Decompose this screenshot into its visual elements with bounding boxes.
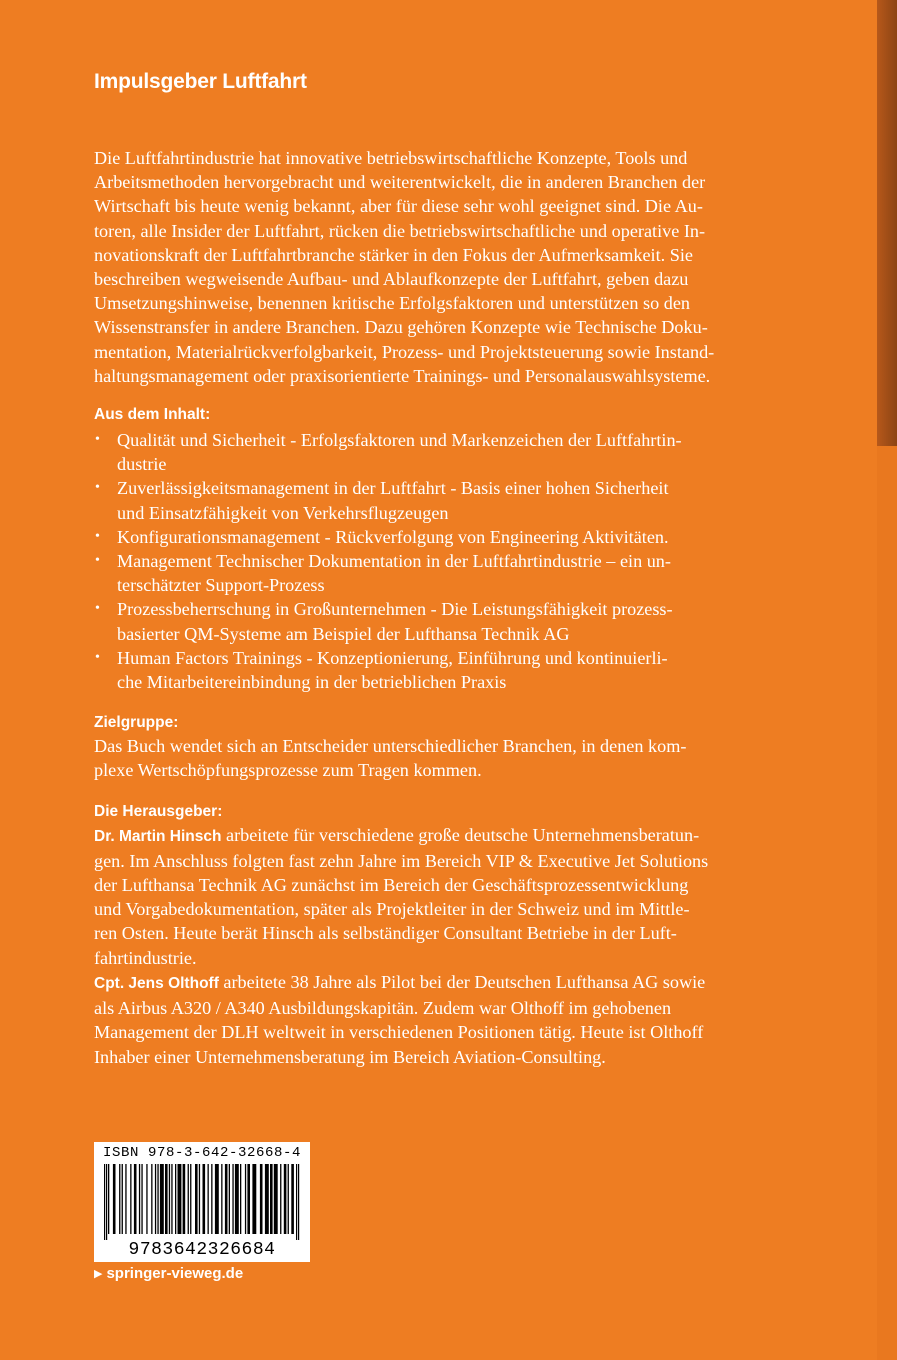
barcode-bar	[188, 1164, 189, 1234]
editor-olthoff-bio: Cpt. Jens Olthoff arbeitete 38 Jahre als Pilot bei der Deutschen Lufthansa AG sowie als Airbus A320 / A340 Ausbildungskapitän. Zudem war Olthoff im gehobenen Management der DLH weltweit in verschiedenen Positionen tätig. Heute ist Olthoff Inhaber einer Unternehmensberatung im Bereich Aviation-Consulting.	[94, 971, 706, 1067]
list-item: • Qualität und Sicherheit - Erfolgsfaktoren und Markenzeichen der Luftfahrtin- dustrie	[95, 430, 682, 475]
barcode-bar	[113, 1164, 116, 1234]
intro-line: Arbeitsmethoden hervorgebracht und weiterentwickelt, die in anderen Branchen der	[94, 172, 706, 193]
barcode-bar	[203, 1164, 206, 1234]
spine-edge-lower	[877, 446, 897, 1360]
barcode-bar	[190, 1164, 191, 1234]
barcode-bar	[183, 1164, 186, 1234]
target-group-heading: Zielgruppe:	[94, 714, 179, 732]
barcode-guard-bar	[296, 1164, 297, 1240]
intro-paragraph	[94, 146, 736, 388]
barcode-bar	[160, 1164, 164, 1234]
list-item: • Konfigurationsmanagement - Rückverfolgung von Engineering Aktivitäten.	[94, 525, 736, 549]
back-cover-content	[94, 70, 736, 1069]
barcode-bar	[151, 1164, 152, 1234]
list-item: • Zuverlässigkeitsmanagement in der Luftfahrt - Basis einer hohen Sicherheit und Einsatzfähigkeit von Verkehrsflugzeugen	[95, 478, 669, 523]
editors-heading: Die Herausgeber:	[94, 802, 223, 820]
barcode-bar	[130, 1164, 131, 1234]
barcode-bar	[108, 1164, 109, 1234]
editor-hinsch-bio: Dr. Martin Hinsch arbeitete für verschiedene große deutsche Unternehmensberatun- gen. Im Anschluss folgten fast zehn Jahre im Bereich VIP & Executive Jet Solutions der Lufthansa Technik AG zunächst im Bereich der Geschäftsprozessentwicklung und Vorgabedokumentation, später als Projektleiter in der Schweiz und im Mittle- ren Osten. Heute berät Hinsch als selbständiger Consultant Betriebe in der Luft- fahrtindustrie.	[94, 824, 709, 968]
bullet-icon: •	[95, 649, 100, 665]
arrow-right-icon: ▶	[94, 1268, 103, 1280]
barcode-bar	[274, 1164, 278, 1234]
bullet-icon: •	[95, 553, 100, 569]
publisher-website[interactable]	[94, 1265, 243, 1282]
barcode-bar	[291, 1164, 294, 1234]
barcode-bar	[232, 1164, 233, 1234]
intro-line: toren, alle Insider der Luftfahrt, rücken die betriebswirtschaftliche und operative In-	[94, 220, 706, 241]
intro-line: Wirtschaft bis heute wenig bekannt, aber für diese sehr wohl geeignet sind. Die Au-	[94, 196, 703, 217]
book-title: Impulsgeber Luftfahrt	[94, 70, 307, 93]
intro-line: novationskraft der Luftfahrtbranche stärker in den Fokus der Aufmerksamkeit. Sie	[94, 244, 693, 265]
editor-name: Cpt. Jens Olthoff	[94, 974, 219, 992]
intro-line: mentation, Materialrückverfolgbarkeit, Prozess- und Projektsteuerung sowie Instand-	[94, 341, 715, 362]
contents-list	[94, 428, 736, 694]
barcode-bar	[157, 1164, 158, 1234]
barcode-bar	[178, 1164, 182, 1234]
ean-digits: 9783642326684	[128, 1240, 276, 1260]
barcode-bar	[225, 1164, 228, 1234]
barcode-bar	[215, 1164, 219, 1234]
barcode-guard-bar	[298, 1164, 299, 1240]
list-item: • Management Technischer Dokumentation in der Luftfahrtindustrie – ein un- terschätzter Support-Prozess	[95, 551, 671, 596]
intro-line: haltungsmanagement oder praxisorientierte Trainings- und Personalauswahlsysteme.	[94, 365, 711, 386]
barcode-bar	[211, 1164, 212, 1234]
barcode-bar	[252, 1164, 256, 1234]
list-item: • Prozessbeherrschung in Großunternehmen - Die Leistungsfähigkeit prozess- basierter QM-Systeme am Beispiel der Lufthansa Technik AG	[95, 599, 673, 644]
barcode-bar	[247, 1164, 250, 1234]
barcode-bar	[208, 1164, 209, 1234]
barcode-bar	[146, 1164, 147, 1234]
barcode-bar	[270, 1164, 273, 1234]
barcode-bar	[125, 1164, 126, 1234]
barcode-bar	[245, 1164, 246, 1234]
barcode-bar	[284, 1164, 287, 1234]
barcode-bar	[122, 1164, 123, 1234]
barcode-bar	[169, 1164, 170, 1234]
bullet-icon: •	[95, 528, 100, 544]
barcode-bar	[288, 1164, 289, 1234]
barcode-bar	[235, 1164, 239, 1234]
barcode-bar	[260, 1164, 263, 1234]
bullet-icon: •	[95, 601, 100, 617]
barcode-bar	[240, 1164, 241, 1234]
intro-line: Wissenstransfer in andere Branchen. Dazu gehören Konzepte wie Technische Doku-	[94, 317, 708, 338]
website-label: springer-vieweg.de	[106, 1265, 244, 1282]
barcode-bar	[221, 1164, 222, 1234]
barcode-bar	[199, 1164, 200, 1234]
barcode-bar	[175, 1164, 176, 1234]
target-group-paragraph: Das Buch wendet sich an Entscheider unterschiedlicher Branchen, in denen kom- plexe Wertschöpfungsprozesse zum Tragen kommen.	[94, 736, 687, 781]
barcode-bars	[98, 1164, 306, 1240]
barcode-bar	[155, 1164, 156, 1234]
barcode-guard-bar	[106, 1164, 107, 1240]
editor-name: Dr. Martin Hinsch	[94, 827, 222, 845]
barcode-bar	[165, 1164, 168, 1234]
intro-line: Umsetzungshinweise, benennen kritische Erfolgsfaktoren und unterstützen so den	[94, 293, 690, 314]
contents-heading: Aus dem Inhalt:	[94, 406, 211, 424]
bullet-icon: •	[95, 480, 100, 496]
isbn-number: ISBN 978-3-642-32668-4	[102, 1145, 302, 1161]
barcode-bar	[195, 1164, 198, 1234]
bullet-icon: •	[95, 432, 100, 448]
list-item: • Human Factors Trainings - Konzeptionierung, Einführung und kontinuierli- che Mitarbeitereinbindung in der betrieblichen Praxis	[95, 647, 668, 693]
barcode-bar	[134, 1164, 137, 1234]
barcode-bar	[119, 1164, 120, 1234]
barcode-bar	[171, 1164, 172, 1234]
spine-edge	[877, 0, 897, 446]
barcode-bar	[265, 1164, 269, 1234]
intro-line: beschreiben wegweisende Aufbau- und Ablaufkonzepte der Luftfahrt, geben dazu	[94, 269, 689, 290]
isbn-barcode	[94, 1142, 310, 1262]
intro-line: Die Luftfahrtindustrie hat innovative betriebswirtschaftliche Konzepte, Tools und	[94, 148, 688, 168]
barcode-bar	[139, 1164, 140, 1234]
barcode-bar	[280, 1164, 281, 1234]
barcode-guard-bar	[104, 1164, 105, 1240]
barcode-bar	[141, 1164, 142, 1234]
barcode-bar	[229, 1164, 230, 1234]
